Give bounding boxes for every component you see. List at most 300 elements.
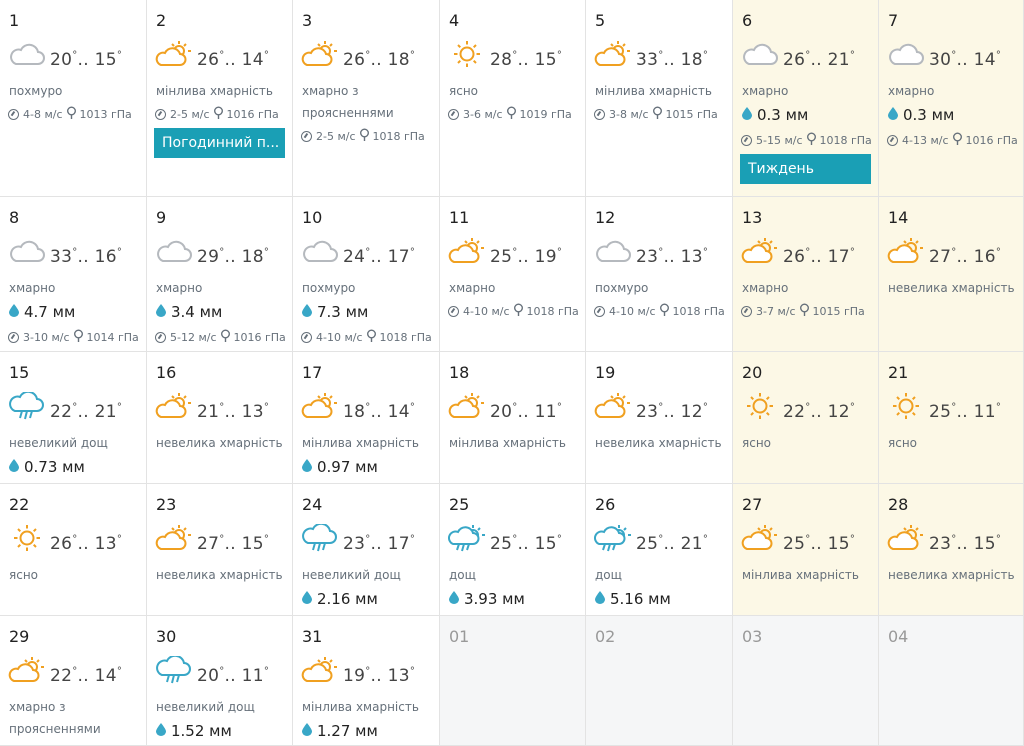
temperature-range: 26°.. 17° (783, 247, 856, 267)
temp-min: 21 (827, 50, 850, 70)
raindrop-icon (742, 106, 752, 124)
day-number: 13 (742, 208, 763, 227)
temp-max: 20 (197, 666, 220, 686)
day-cell[interactable] (147, 0, 293, 197)
day-cell[interactable] (440, 0, 586, 197)
day-number: 16 (156, 363, 177, 382)
weather-description: хмарно з проясненнями (9, 700, 101, 736)
barometer-icon (807, 132, 816, 148)
day-cell[interactable] (293, 352, 440, 484)
day-number: 03 (742, 627, 763, 646)
wind-speed: 4-10 м/с (463, 304, 510, 318)
day-number: 04 (888, 627, 909, 646)
day-cell[interactable] (0, 352, 147, 484)
pressure: 1015 гПа (812, 304, 865, 318)
temp-min: 11 (973, 402, 996, 422)
partly-cloudy-icon (448, 392, 486, 420)
barometer-icon (214, 106, 223, 122)
raindrop-icon (302, 590, 312, 608)
day-number: 31 (302, 627, 323, 646)
temp-max: 23 (929, 534, 952, 554)
temperature-range: 30°.. 14° (929, 50, 1002, 70)
temp-min: 17 (387, 247, 410, 267)
day-cell[interactable] (293, 197, 440, 352)
precipitation (888, 106, 954, 124)
temp-max: 26 (343, 50, 366, 70)
temperature-range: 25°.. 21° (636, 534, 709, 554)
pressure: 1013 гПа (79, 107, 132, 121)
wind-speed: 4-13 м/с (902, 133, 949, 147)
temp-max: 30 (929, 50, 952, 70)
temperature-range: 26°.. 18° (343, 50, 416, 70)
precipitation (449, 590, 525, 608)
day-cell[interactable] (879, 0, 1024, 197)
precip-amount: 3.93 мм (464, 590, 525, 608)
temp-min: 14 (94, 666, 117, 686)
temp-min: 14 (973, 50, 996, 70)
wind-icon (301, 131, 312, 142)
partly-cloudy-icon (155, 40, 193, 68)
day-number: 30 (156, 627, 177, 646)
day-cell[interactable] (586, 484, 733, 616)
raindrop-icon (9, 458, 19, 476)
temp-max: 21 (197, 402, 220, 422)
temp-min: 16 (94, 247, 117, 267)
rain-cloud-icon (8, 392, 46, 420)
day-number: 02 (595, 627, 616, 646)
wind-pressure (594, 303, 725, 319)
temp-max: 25 (636, 534, 659, 554)
temperature-range: 20°.. 11° (490, 402, 563, 422)
temperature-range: 29°.. 18° (197, 247, 270, 267)
partly-cloudy-icon (301, 40, 339, 68)
day-number: 26 (595, 495, 616, 514)
barometer-icon (507, 106, 516, 122)
wind-icon (594, 306, 605, 317)
temp-min: 13 (680, 247, 703, 267)
wind-icon (448, 306, 459, 317)
precip-amount: 3.4 мм (171, 303, 223, 321)
temp-min: 11 (534, 402, 557, 422)
wind-pressure (448, 303, 579, 319)
day-number: 9 (156, 208, 167, 227)
barometer-icon (360, 128, 369, 144)
day-number: 17 (302, 363, 323, 382)
day-cell[interactable] (440, 352, 586, 484)
day-number: 14 (888, 208, 909, 227)
temperature-range: 20°.. 15° (50, 50, 123, 70)
temp-max: 25 (929, 402, 952, 422)
partly-cloudy-icon (594, 40, 632, 68)
wind-icon (8, 109, 19, 120)
weather-description: похмуро (302, 281, 356, 295)
temp-min: 13 (387, 666, 410, 686)
temp-min: 21 (680, 534, 703, 554)
hourly-forecast-button[interactable]: Погодинний п... (154, 128, 285, 158)
temp-max: 22 (50, 402, 73, 422)
temp-max: 22 (783, 402, 806, 422)
wind-speed: 5-12 м/с (170, 330, 217, 344)
day-number: 28 (888, 495, 909, 514)
wind-icon (741, 306, 752, 317)
wind-icon (448, 109, 459, 120)
temperature-range: 26°.. 14° (197, 50, 270, 70)
day-number: 18 (449, 363, 470, 382)
wind-speed: 3-8 м/с (609, 107, 649, 121)
cloudy-icon (594, 237, 632, 265)
cloudy-icon (8, 237, 46, 265)
wind-icon (887, 135, 898, 146)
weather-description: хмарно (742, 84, 789, 98)
pressure: 1014 гПа (86, 330, 139, 344)
day-cell[interactable] (733, 484, 879, 616)
temperature-range: 18°.. 14° (343, 402, 416, 422)
temp-min: 15 (534, 50, 557, 70)
day-cell[interactable] (586, 0, 733, 197)
temp-min: 17 (387, 534, 410, 554)
weather-description: хмарно (449, 281, 496, 295)
precipitation (9, 303, 75, 321)
temp-max: 25 (490, 534, 513, 554)
temperature-range: 28°.. 15° (490, 50, 563, 70)
weather-description: мінлива хмарність (302, 436, 419, 450)
temperature-range: 33°.. 16° (50, 247, 123, 267)
wind-pressure (301, 128, 425, 144)
pressure: 1016 гПа (233, 330, 286, 344)
weather-description: хмарно (888, 84, 935, 98)
barometer-icon (367, 329, 376, 345)
day-cell[interactable] (0, 616, 147, 746)
precip-amount: 4.7 мм (24, 303, 76, 321)
partly-cloudy-icon (155, 524, 193, 552)
weather-description: невеликий дощ (156, 700, 255, 714)
day-cell[interactable] (733, 197, 879, 352)
day-number: 01 (449, 627, 470, 646)
cloudy-icon (887, 40, 925, 68)
pressure: 1016 гПа (226, 107, 279, 121)
wind-pressure (8, 329, 139, 345)
weather-description: мінлива хмарність (742, 568, 859, 582)
day-cell[interactable] (147, 616, 293, 746)
day-number: 1 (9, 11, 20, 30)
sun-icon (887, 392, 925, 420)
day-cell[interactable] (440, 197, 586, 352)
temp-max: 27 (929, 247, 952, 267)
pressure: 1018 гПа (672, 304, 725, 318)
sun-rain-icon (448, 524, 486, 552)
day-cell[interactable] (147, 484, 293, 616)
next-month-cell (586, 616, 733, 746)
day-cell[interactable] (586, 352, 733, 484)
temp-max: 33 (50, 247, 73, 267)
weather-description: невеликий дощ (302, 568, 401, 582)
partly-cloudy-icon (448, 237, 486, 265)
cloudy-icon (741, 40, 779, 68)
wind-speed: 3-10 м/с (23, 330, 70, 344)
wind-speed: 4-8 м/с (23, 107, 63, 121)
temperature-range: 23°.. 12° (636, 402, 709, 422)
day-cell[interactable] (879, 352, 1024, 484)
wind-speed: 5-15 м/с (756, 133, 803, 147)
precip-amount: 1.27 мм (317, 722, 378, 740)
wind-speed: 3-7 м/с (756, 304, 796, 318)
barometer-icon (221, 329, 230, 345)
weather-description: мінлива хмарність (595, 84, 712, 98)
temperature-range: 22°.. 14° (50, 666, 123, 686)
day-number: 7 (888, 11, 899, 30)
temp-max: 26 (50, 534, 73, 554)
precip-amount: 1.52 мм (171, 722, 232, 740)
weather-description: ясно (9, 568, 39, 582)
temp-min: 11 (241, 666, 264, 686)
temp-min: 14 (241, 50, 264, 70)
day-number: 22 (9, 495, 30, 514)
day-number: 19 (595, 363, 616, 382)
wind-pressure (741, 132, 872, 148)
partly-cloudy-icon (741, 524, 779, 552)
temperature-range: 25°.. 15° (490, 534, 563, 554)
barometer-icon (660, 303, 669, 319)
raindrop-icon (156, 303, 166, 321)
temperature-range: 22°.. 21° (50, 402, 123, 422)
temperature-range: 25°.. 11° (929, 402, 1002, 422)
temp-max: 22 (50, 666, 73, 686)
weather-description: невеликий дощ (9, 436, 108, 450)
weather-description: хмарно (742, 281, 789, 295)
partly-cloudy-icon (887, 524, 925, 552)
temperature-range: 23°.. 13° (636, 247, 709, 267)
wind-speed: 2-5 м/с (316, 129, 356, 143)
wind-speed: 4-10 м/с (609, 304, 656, 318)
temp-min: 15 (827, 534, 850, 554)
day-cell[interactable] (440, 484, 586, 616)
temperature-range: 23°.. 15° (929, 534, 1002, 554)
temp-min: 13 (241, 402, 264, 422)
precipitation (302, 722, 378, 740)
temp-max: 24 (343, 247, 366, 267)
precipitation (156, 722, 232, 740)
weather-description: хмарно (9, 281, 56, 295)
temp-max: 20 (50, 50, 73, 70)
wind-icon (301, 332, 312, 343)
day-cell[interactable] (879, 197, 1024, 352)
sun-icon (741, 392, 779, 420)
temp-max: 29 (197, 247, 220, 267)
day-number: 11 (449, 208, 470, 227)
weather-description: невелика хмарність (156, 568, 283, 582)
temp-max: 19 (343, 666, 366, 686)
precipitation (156, 303, 222, 321)
pressure: 1016 гПа (965, 133, 1018, 147)
day-number: 27 (742, 495, 763, 514)
precipitation (595, 590, 671, 608)
partly-cloudy-icon (8, 656, 46, 684)
weather-description: ясно (449, 84, 479, 98)
temp-max: 27 (197, 534, 220, 554)
day-cell[interactable] (586, 197, 733, 352)
pressure: 1015 гПа (665, 107, 718, 121)
pressure: 1019 гПа (519, 107, 572, 121)
partly-cloudy-icon (741, 237, 779, 265)
day-number: 24 (302, 495, 323, 514)
sun-icon (8, 524, 46, 552)
temp-max: 25 (490, 247, 513, 267)
precip-amount: 7.3 мм (317, 303, 369, 321)
day-number: 20 (742, 363, 763, 382)
temp-max: 20 (490, 402, 513, 422)
partly-cloudy-icon (887, 237, 925, 265)
temp-min: 12 (827, 402, 850, 422)
precipitation (742, 106, 808, 124)
temperature-range: 24°.. 17° (343, 247, 416, 267)
barometer-icon (800, 303, 809, 319)
precip-amount: 0.3 мм (903, 106, 955, 124)
temperature-range: 21°.. 13° (197, 402, 270, 422)
day-cell[interactable] (293, 616, 440, 746)
pressure: 1018 гПа (819, 133, 872, 147)
temp-max: 23 (636, 402, 659, 422)
temp-min: 13 (94, 534, 117, 554)
day-cell[interactable] (293, 484, 440, 616)
barometer-icon (953, 132, 962, 148)
barometer-icon (514, 303, 523, 319)
day-number: 2 (156, 11, 167, 30)
day-number: 8 (9, 208, 20, 227)
day-number: 12 (595, 208, 616, 227)
day-cell[interactable] (733, 352, 879, 484)
temp-min: 21 (94, 402, 117, 422)
temperature-range: 19°.. 13° (343, 666, 416, 686)
weather-description: мінлива хмарність (156, 84, 273, 98)
weather-description: хмарно (156, 281, 203, 295)
day-number: 25 (449, 495, 470, 514)
raindrop-icon (302, 458, 312, 476)
precip-amount: 0.97 мм (317, 458, 378, 476)
wind-icon (155, 109, 166, 120)
temp-max: 23 (343, 534, 366, 554)
rain-cloud-icon (155, 656, 193, 684)
next-month-cell (733, 616, 879, 746)
precip-amount: 0.73 мм (24, 458, 85, 476)
wind-pressure (155, 106, 279, 122)
precipitation (302, 458, 378, 476)
day-number: 23 (156, 495, 177, 514)
temperature-range: 22°.. 12° (783, 402, 856, 422)
temp-min: 15 (94, 50, 117, 70)
partly-cloudy-icon (301, 656, 339, 684)
partly-cloudy-icon (594, 392, 632, 420)
wind-icon (8, 332, 19, 343)
temperature-range: 27°.. 15° (197, 534, 270, 554)
raindrop-icon (888, 106, 898, 124)
partly-cloudy-icon (155, 392, 193, 420)
barometer-icon (67, 106, 76, 122)
week-button[interactable]: Тиждень (740, 154, 871, 184)
cloudy-icon (155, 237, 193, 265)
precip-amount: 2.16 мм (317, 590, 378, 608)
raindrop-icon (302, 722, 312, 740)
precip-amount: 0.3 мм (757, 106, 809, 124)
weather-description: мінлива хмарність (302, 700, 419, 714)
pressure: 1018 гПа (379, 330, 432, 344)
weather-description: мінлива хмарність (449, 436, 566, 450)
day-cell[interactable] (733, 0, 879, 197)
wind-speed: 4-10 м/с (316, 330, 363, 344)
temperature-range: 25°.. 15° (783, 534, 856, 554)
temp-max: 33 (636, 50, 659, 70)
day-cell[interactable] (0, 197, 147, 352)
pressure: 1018 гПа (526, 304, 579, 318)
temp-min: 18 (387, 50, 410, 70)
barometer-icon (74, 329, 83, 345)
day-number: 5 (595, 11, 606, 30)
weather-description: дощ (595, 568, 622, 582)
sun-icon (448, 40, 486, 68)
cloudy-icon (8, 40, 46, 68)
temp-max: 18 (343, 402, 366, 422)
weather-description: похмуро (595, 281, 649, 295)
temperature-range: 27°.. 16° (929, 247, 1002, 267)
day-number: 3 (302, 11, 313, 30)
temp-max: 28 (490, 50, 513, 70)
temp-min: 18 (680, 50, 703, 70)
temp-min: 16 (973, 247, 996, 267)
weather-description: невелика хмарність (156, 436, 283, 450)
weather-description: похмуро (9, 84, 63, 98)
day-cell[interactable] (0, 484, 147, 616)
barometer-icon (653, 106, 662, 122)
day-cell[interactable] (0, 0, 147, 197)
wind-pressure (741, 303, 865, 319)
temperature-range: 26°.. 21° (783, 50, 856, 70)
wind-icon (155, 332, 166, 343)
raindrop-icon (9, 303, 19, 321)
day-cell[interactable] (293, 0, 440, 197)
raindrop-icon (449, 590, 459, 608)
temp-max: 26 (783, 50, 806, 70)
cloudy-icon (301, 237, 339, 265)
wind-pressure (8, 106, 132, 122)
temp-min: 12 (680, 402, 703, 422)
weather-description: невелика хмарність (888, 568, 1015, 582)
temp-min: 15 (241, 534, 264, 554)
temperature-range: 33°.. 18° (636, 50, 709, 70)
weather-description: невелика хмарність (595, 436, 722, 450)
wind-icon (741, 135, 752, 146)
sun-rain-icon (594, 524, 632, 552)
temp-max: 26 (197, 50, 220, 70)
temp-max: 26 (783, 247, 806, 267)
precipitation (302, 303, 368, 321)
temp-min: 15 (973, 534, 996, 554)
precipitation (302, 590, 378, 608)
precip-amount: 5.16 мм (610, 590, 671, 608)
day-cell[interactable] (879, 484, 1024, 616)
temp-min: 15 (534, 534, 557, 554)
raindrop-icon (302, 303, 312, 321)
day-number: 21 (888, 363, 909, 382)
day-cell[interactable] (147, 197, 293, 352)
wind-pressure (448, 106, 572, 122)
wind-pressure (887, 132, 1018, 148)
weather-description: ясно (742, 436, 772, 450)
wind-pressure (301, 329, 432, 345)
next-month-cell (879, 616, 1024, 746)
temp-min: 14 (387, 402, 410, 422)
day-cell[interactable] (147, 352, 293, 484)
wind-icon (594, 109, 605, 120)
temp-min: 18 (241, 247, 264, 267)
